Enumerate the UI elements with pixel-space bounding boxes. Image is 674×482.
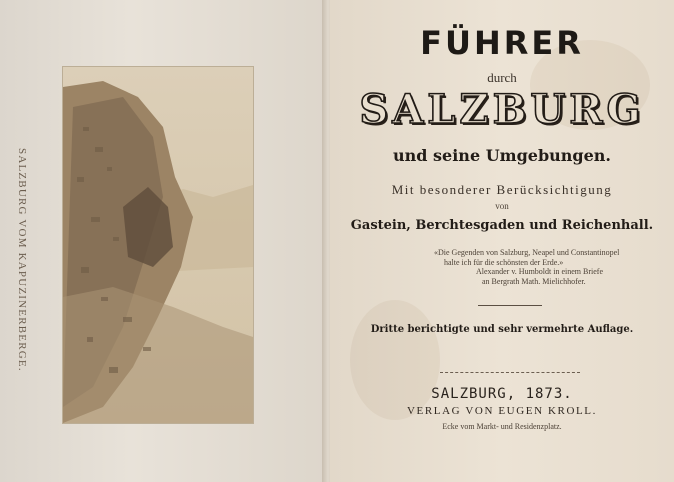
edition-statement: Dritte berichtigte und sehr vermehrte Auflage. — [370, 324, 634, 335]
title-subtitle: und seine Umgebungen. — [393, 146, 611, 165]
humboldt-quote — [434, 248, 664, 286]
quote-line: halte ich für die schönsten der Erde.» — [444, 257, 564, 267]
title-places: Gastein, Berchtesgaden und Reichenhall. — [350, 218, 654, 233]
title-durch: durch — [487, 70, 517, 85]
quote-line: «Die Gegenden von Salzburg, Neapel und Constantinopel — [434, 248, 620, 257]
plate-caption-vertical — [10, 148, 30, 372]
frontispiece-photograph — [62, 66, 254, 424]
imprint-publisher: VERLAG VON EUGEN KROLL. — [407, 405, 597, 417]
plate-caption-text: SALZBURG VOM KAPUZINERBERGE. — [16, 148, 28, 372]
dashed-divider — [440, 372, 580, 373]
imprint-place-year: SALZBURG, 1873. — [431, 386, 573, 402]
title-von: von — [495, 201, 509, 211]
divider-rule — [478, 305, 542, 306]
quote-attribution: an Bergrath Math. Mielichhofer. — [482, 276, 586, 286]
imprint-address: Ecke vom Markt- und Residenzplatz. — [442, 422, 562, 431]
title-city: SALZBURG — [359, 86, 645, 133]
quote-attribution: Alexander v. Humboldt in einem Briefe — [476, 267, 603, 276]
title-mit-line: Mit besonderer Berücksichtigung — [391, 182, 613, 197]
title-heading: FÜHRER — [420, 24, 584, 62]
salzburg-view-image — [63, 67, 253, 423]
